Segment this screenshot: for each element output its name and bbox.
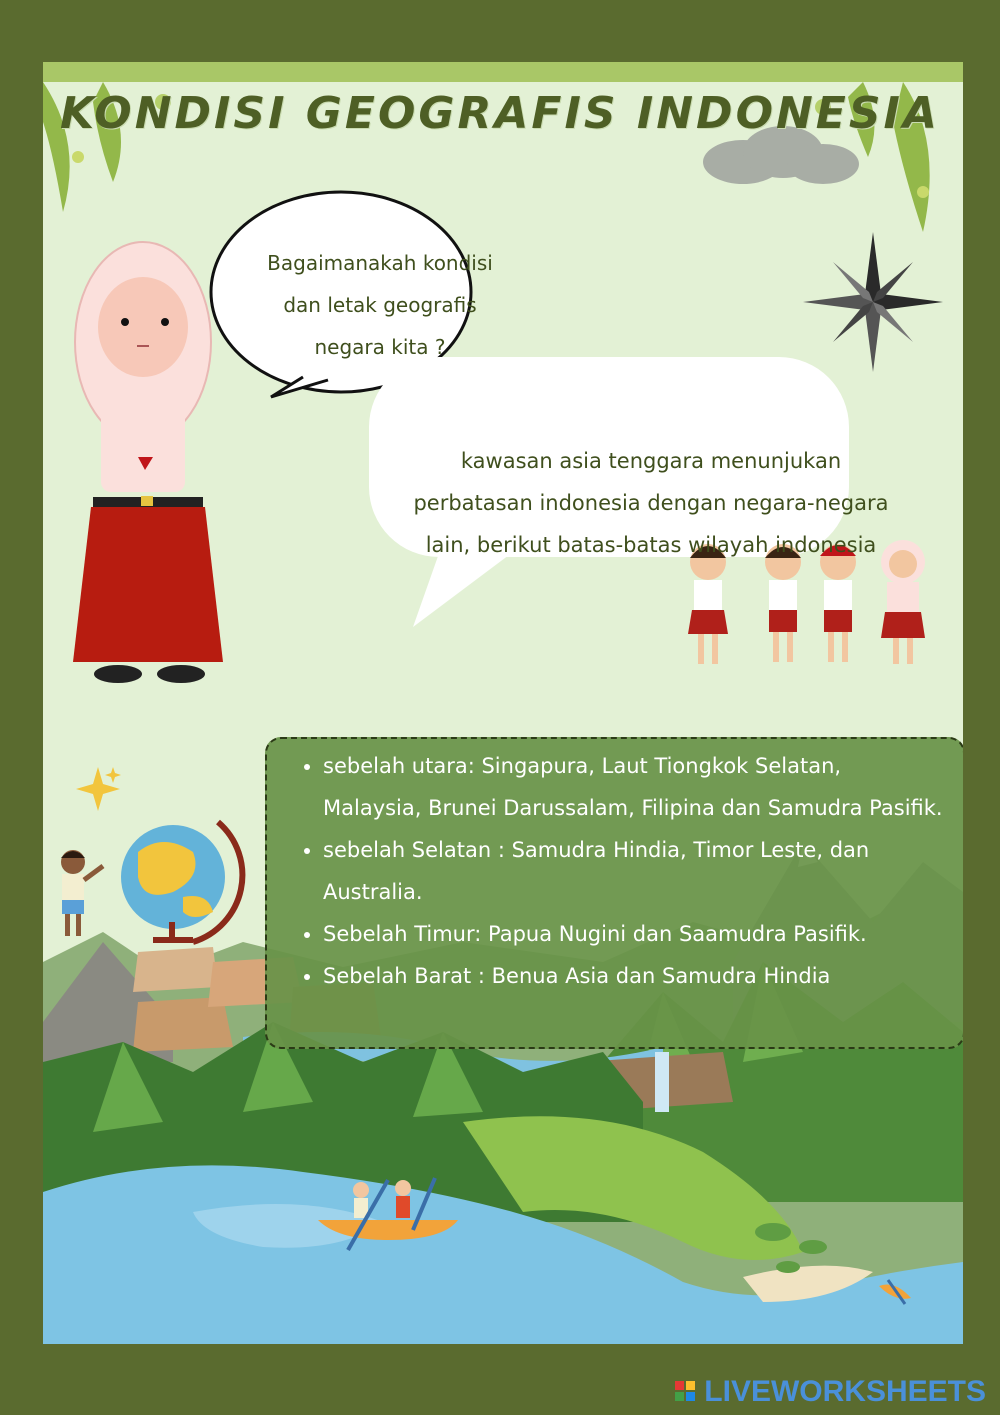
question-text: Bagaimanakah kondisi dan letak geografis negara kita ?: [267, 251, 493, 359]
girl-hijab-icon: [73, 242, 223, 683]
compass-rose-icon: [803, 232, 943, 372]
landscape-illustration: [43, 62, 963, 1344]
brand-text: LIVEWORKSHEETS: [704, 1375, 986, 1408]
borders-list: [297, 745, 943, 997]
answer-text: kawasan asia tenggara menunjukan perbatasan indonesia dengan negara-negara lain, berikut batas-batas wilayah indonesia: [413, 449, 889, 557]
worksheet-page: [43, 62, 963, 1344]
border-west: • Sebelah Barat : Benua Asia dan Samudra Hindia: [323, 955, 943, 997]
boy-icon: [61, 850, 103, 936]
liveworksheets-brand[interactable]: [674, 1374, 986, 1410]
liveworksheets-logo-icon: [674, 1380, 698, 1404]
border-north: • sebelah utara: Singapura, Laut Tiongkok Selatan, Malaysia, Brunei Darussalam, Filipina dan Samudra Pasifik.: [323, 745, 943, 829]
borders-info-box: [265, 737, 963, 1049]
border-east: • Sebelah Timur: Papua Nugini dan Saamudra Pasifik.: [323, 913, 943, 955]
border-south: • sebelah Selatan : Samudra Hindia, Timor Leste, dan Australia.: [323, 829, 943, 913]
globe-icon: [121, 822, 242, 943]
page-title: KONDISI GEOGRAFIS INDONESIA: [60, 88, 940, 139]
